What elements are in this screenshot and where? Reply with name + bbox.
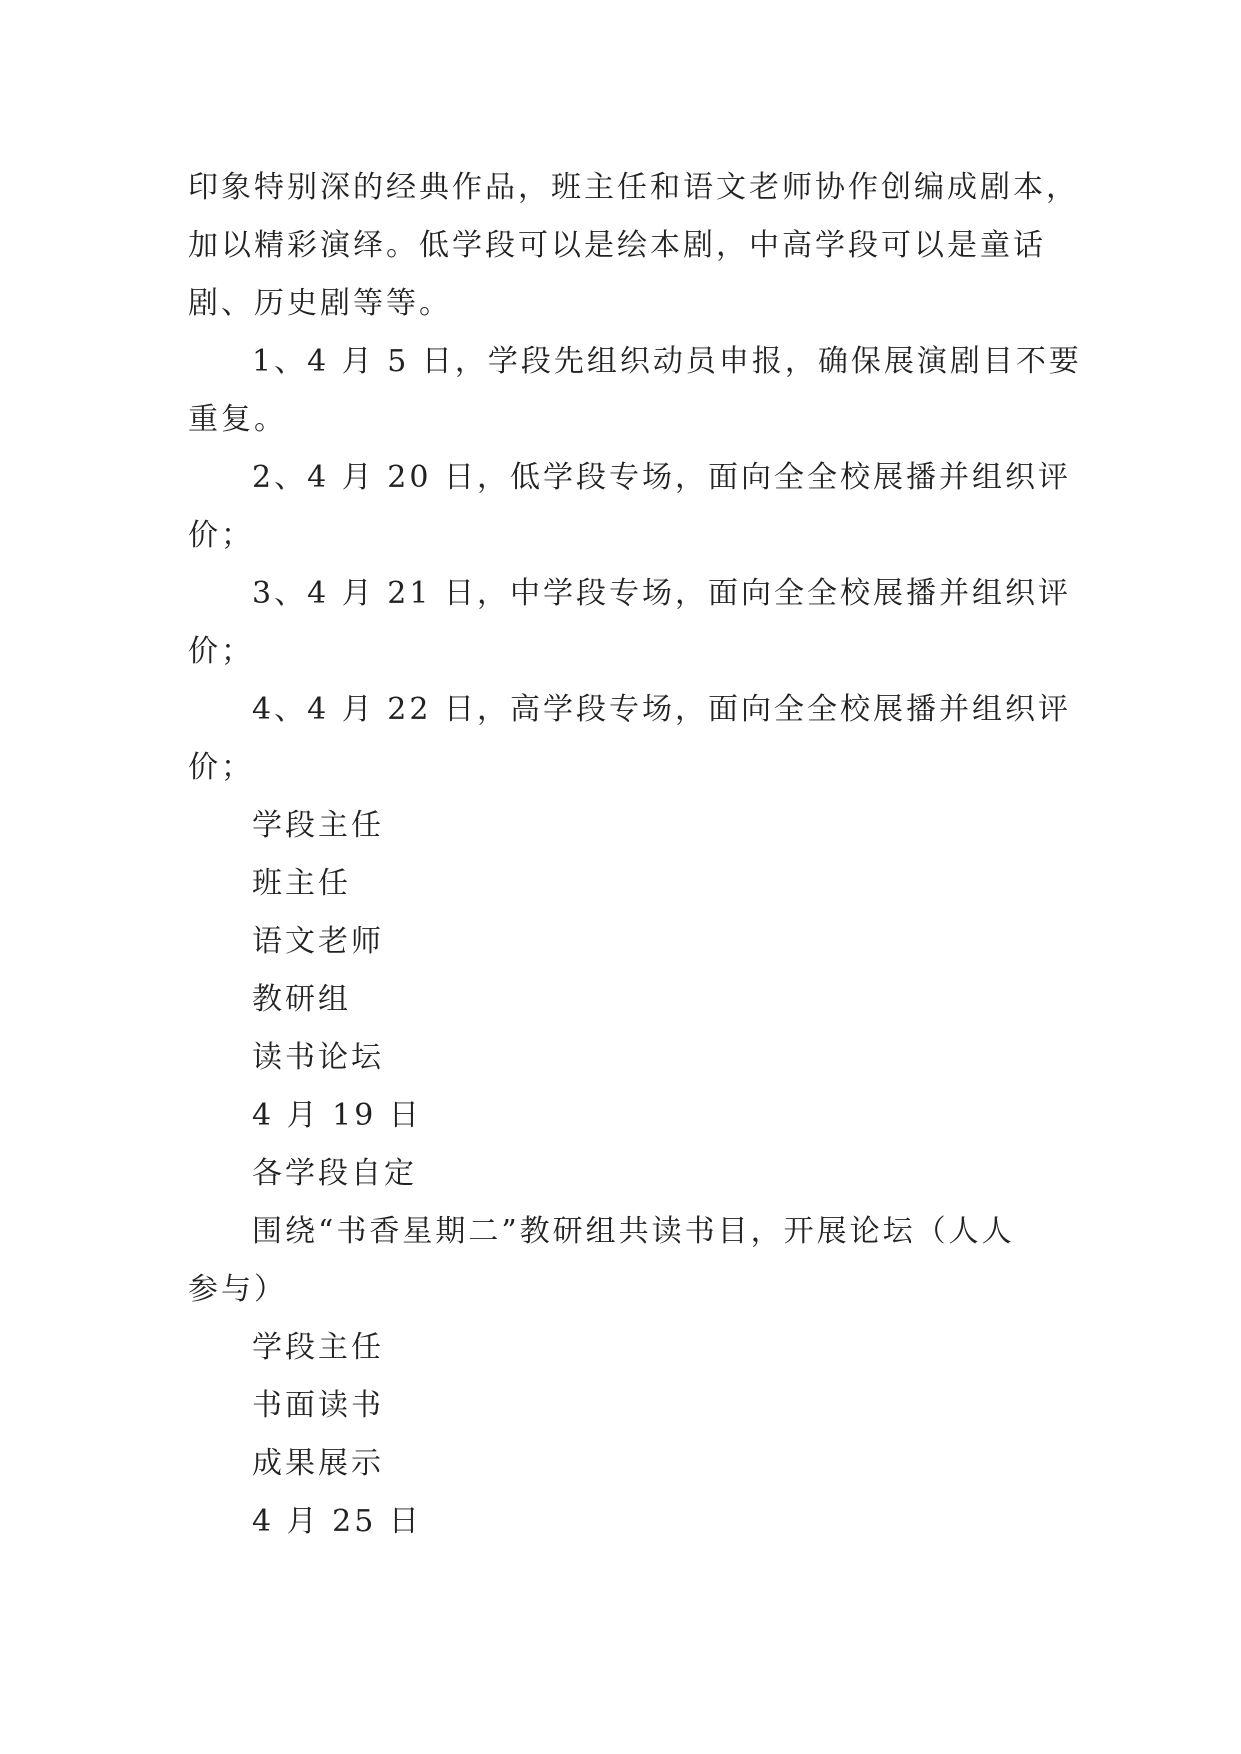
text-line: 2、4 月 20 日，低学段专场，面向全全校展播并组织评 bbox=[252, 460, 1071, 495]
text-line: 价； bbox=[188, 634, 254, 669]
text-line: 1、4 月 5 日，学段先组织动员申报，确保展演剧目不要 bbox=[252, 344, 1082, 379]
text-line: 读书论坛 bbox=[252, 1040, 384, 1075]
text-line: 加以精彩演绎。低学段可以是绘本剧，中高学段可以是童话 bbox=[188, 228, 1046, 263]
text-line: 语文老师 bbox=[252, 924, 384, 959]
text-line: 教研组 bbox=[252, 982, 351, 1017]
text-line: 价； bbox=[188, 518, 254, 553]
text-line: 围绕“书香星期二”教研组共读书目，开展论坛（人人 bbox=[252, 1214, 1015, 1249]
text-line: 学段主任 bbox=[252, 1330, 384, 1365]
text-line: 成果展示 bbox=[252, 1446, 384, 1481]
document-body bbox=[188, 159, 1088, 1551]
text-line: 各学段自定 bbox=[252, 1156, 417, 1191]
text-line: 参与） bbox=[188, 1272, 287, 1307]
text-line: 4 月 25 日 bbox=[252, 1504, 422, 1539]
text-line: 学段主任 bbox=[252, 808, 384, 843]
text-line: 剧、历史剧等等。 bbox=[188, 286, 452, 321]
text-line: 4 月 19 日 bbox=[252, 1098, 422, 1133]
text-line: 3、4 月 21 日，中学段专场，面向全全校展播并组织评 bbox=[252, 576, 1071, 611]
text-line: 书面读书 bbox=[252, 1388, 384, 1423]
text-line: 班主任 bbox=[252, 866, 351, 901]
text-line: 重复。 bbox=[188, 402, 287, 437]
text-line: 价； bbox=[188, 750, 254, 785]
text-line: 印象特别深的经典作品，班主任和语文老师协作创编成剧本， bbox=[188, 170, 1079, 205]
text-line: 4、4 月 22 日，高学段专场，面向全全校展播并组织评 bbox=[252, 692, 1071, 727]
